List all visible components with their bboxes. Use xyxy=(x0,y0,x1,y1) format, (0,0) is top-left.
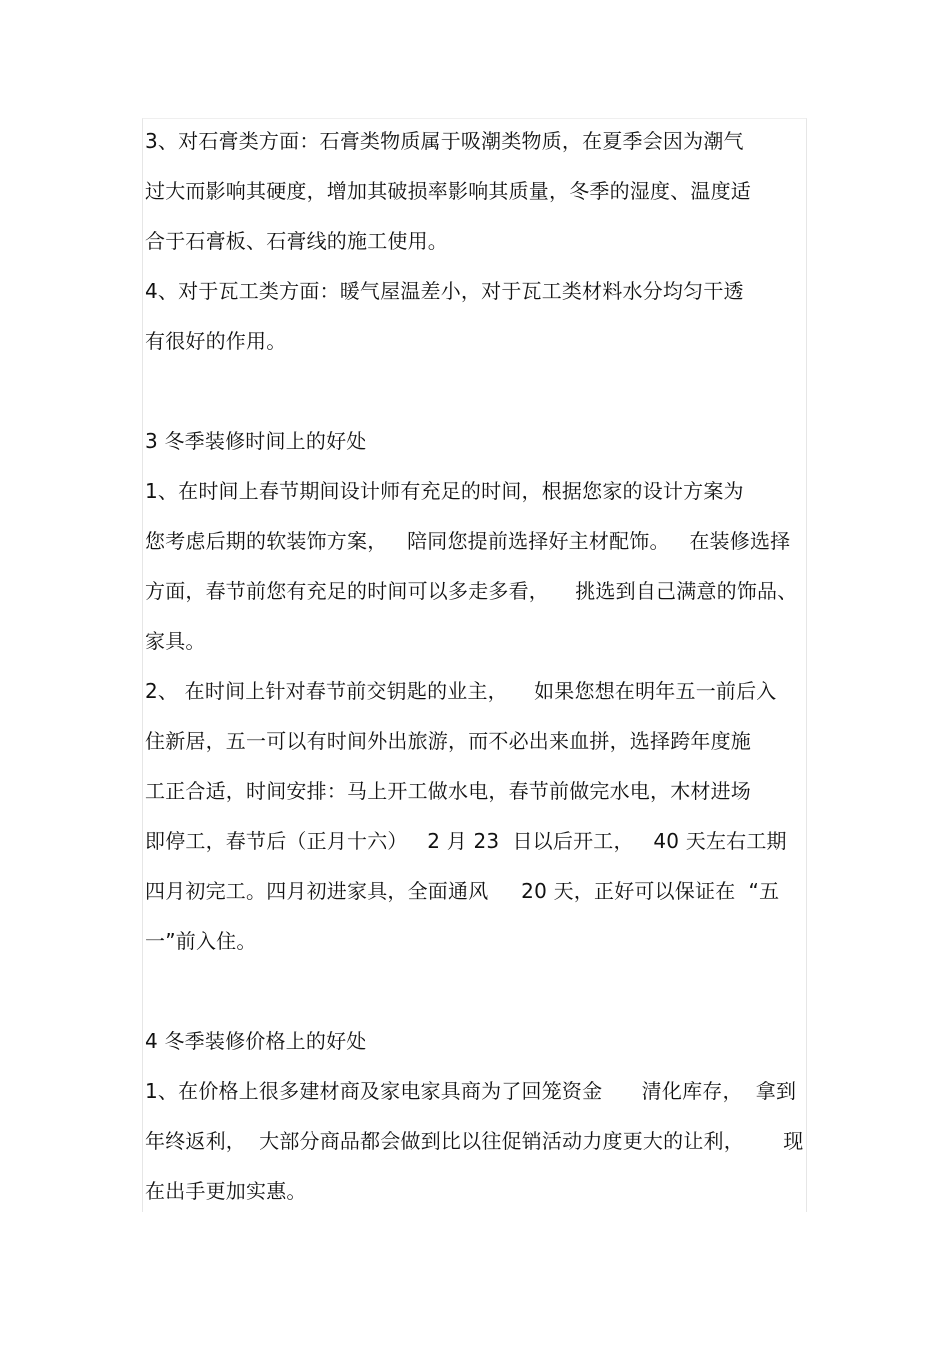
paragraph-line: 合于石膏板、石膏线的施工使用。 xyxy=(145,229,448,253)
paragraph-line: 4、对于瓦工类方面：暖气屋温差小，对于瓦工类材料水分均匀干透 xyxy=(145,279,744,303)
paragraph-line: 工正合适，时间安排：马上开工做水电，春节前做完水电，木材进场 xyxy=(145,779,751,803)
paragraph-line: 2、 在时间上针对春节前交钥匙的业主， 如果您想在明年五一前后入 xyxy=(145,679,777,703)
paragraph-line: 1、在时间上春节期间设计师有充足的时间，根据您家的设计方案为 xyxy=(145,479,744,503)
paragraph-line: 1、在价格上很多建材商及家电家具商为了回笼资金 清化库存， 拿到 xyxy=(145,1079,797,1103)
paragraph-line: 家具。 xyxy=(145,629,206,653)
paragraph-line: 方面，春节前您有充足的时间可以多走多看， 挑选到自己满意的饰品、 xyxy=(145,579,798,603)
paragraph-line: 住新居，五一可以有时间外出旅游，而不必出来血拼，选择跨年度施 xyxy=(145,729,751,753)
paragraph-line: 年终返利， 大部分商品都会做到比以往促销活动力度更大的让利， 现 xyxy=(145,1129,804,1153)
section-heading: 3 冬季装修时间上的好处 xyxy=(145,429,367,453)
section-heading: 4 冬季装修价格上的好处 xyxy=(145,1029,367,1053)
paragraph-line: 您考虑后期的软装饰方案， 陪同您提前选择好主材配饰。 在装修选择 xyxy=(145,529,791,553)
paragraph-line: 四月初完工。四月初进家具，全面通风 20 天，正好可以保证在 “五 xyxy=(145,879,780,903)
paragraph-line: 3、对石膏类方面：石膏类物质属于吸潮类物质，在夏季会因为潮气 xyxy=(145,129,744,153)
paragraph-line: 有很好的作用。 xyxy=(145,329,287,353)
paragraph-line: 一”前入住。 xyxy=(145,929,257,953)
paragraph-line: 即停工，春节后（正月十六） 2 月 23 日以后开工， 40 天左右工期 xyxy=(145,829,787,853)
paragraph-line: 过大而影响其硬度，增加其破损率影响其质量，冬季的湿度、温度适 xyxy=(145,179,751,203)
paragraph-line: 在出手更加实惠。 xyxy=(145,1179,307,1203)
